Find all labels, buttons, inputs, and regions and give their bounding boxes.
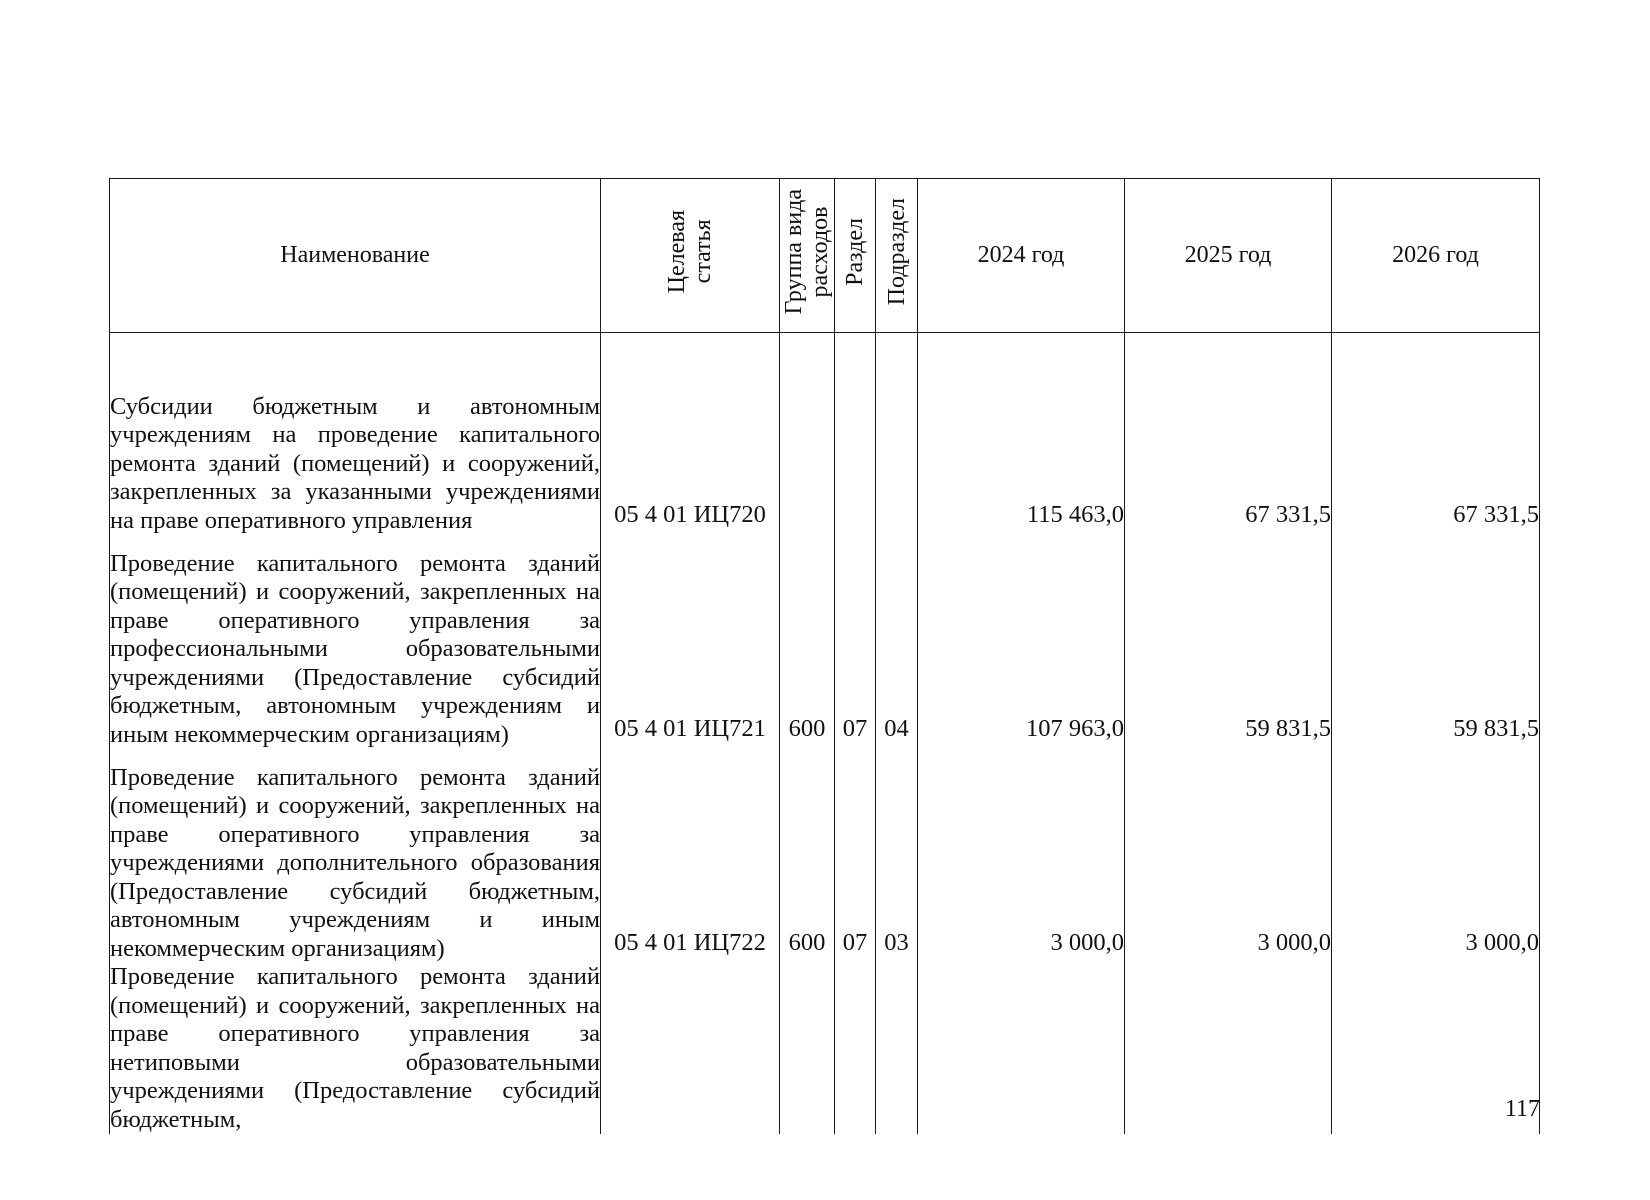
row-amount-2024: [918, 963, 1125, 1134]
row-target-article: 05 4 01 ИЦ721: [601, 535, 780, 749]
table-row: [110, 535, 1540, 749]
row-section: [835, 963, 876, 1134]
row-name: Проведение капитального ремонта зданий (помещений) и сооружений, закрепленных на праве оперативного управления за нетиповыми образовательными учреждениями (Предоставление субсидий бюджетным,: [110, 963, 600, 1133]
row-name: Проведение капитального ремонта зданий (помещений) и сооружений, закрепленных на праве оперативного управления за профессиональными образовательными учреждениями (Предоставление субсидий бюджетным, автономным учреждениям и иным некоммерческим организациям): [110, 535, 601, 749]
header-subsection: [876, 179, 918, 333]
row-name: Проведение капитального ремонта зданий (помещений) и сооружений, закрепленных на праве оперативного управления за учреждениями дополнительного образования (Предоставление субсидий бюджетным, автономным учреждениям и иным некоммерческим организациям): [110, 749, 601, 963]
row-amount-2024: 115 463,0: [918, 333, 1125, 536]
row-expense-group: [780, 333, 835, 536]
row-section: [835, 333, 876, 536]
row-amount-2024: 107 963,0: [918, 535, 1125, 749]
header-expense-group: [780, 179, 835, 333]
row-target-article: 05 4 01 ИЦ720: [601, 333, 780, 536]
header-expense-group-label: Группа вида расходов: [781, 189, 833, 315]
header-section: [835, 179, 876, 333]
header-year-2024: 2024 год: [918, 179, 1125, 333]
row-amount-2025: 59 831,5: [1125, 535, 1332, 749]
row-subsection: 04: [876, 535, 918, 749]
row-expense-group: 600: [780, 535, 835, 749]
page-number: 117: [1504, 1096, 1540, 1122]
header-section-label: Раздел: [842, 218, 868, 286]
row-amount-2026: 3 000,0: [1332, 749, 1540, 963]
row-subsection: [876, 333, 918, 536]
header-year-2025: 2025 год: [1125, 179, 1332, 333]
header-name-label: Наименование: [280, 242, 430, 268]
row-amount-2025: 3 000,0: [1125, 749, 1332, 963]
row-expense-group: 600: [780, 749, 835, 963]
row-expense-group: [780, 963, 835, 1134]
header-name: [110, 179, 601, 333]
header-year-2026: 2026 год: [1332, 179, 1540, 333]
row-target-article: [601, 963, 780, 1134]
row-amount-2025: [1125, 963, 1332, 1134]
header-target-article: [601, 179, 780, 333]
row-subsection: [876, 963, 918, 1134]
table-row: [110, 749, 1540, 963]
budget-table: [109, 178, 1540, 1134]
row-amount-2026: 67 331,5: [1332, 333, 1540, 536]
header-subsection-label: Подраздел: [883, 198, 910, 306]
row-amount-2026: 59 831,5: [1332, 535, 1540, 749]
row-amount-2025: 67 331,5: [1125, 333, 1332, 536]
table-row: [110, 333, 1540, 536]
header-row: [110, 179, 1540, 333]
table-row: [110, 963, 1540, 1134]
row-amount-2024: 3 000,0: [918, 749, 1125, 963]
header-target-article-label: Целевая статья: [664, 210, 716, 294]
row-section: 07: [835, 535, 876, 749]
row-name: Субсидии бюджетным и автономным учреждениям на проведение капитального ремонта зданий (помещений) и сооружений, закрепленных за указанными учреждениями на праве оперативного управления: [110, 333, 601, 536]
row-section: 07: [835, 749, 876, 963]
row-subsection: 03: [876, 749, 918, 963]
row-target-article: 05 4 01 ИЦ722: [601, 749, 780, 963]
